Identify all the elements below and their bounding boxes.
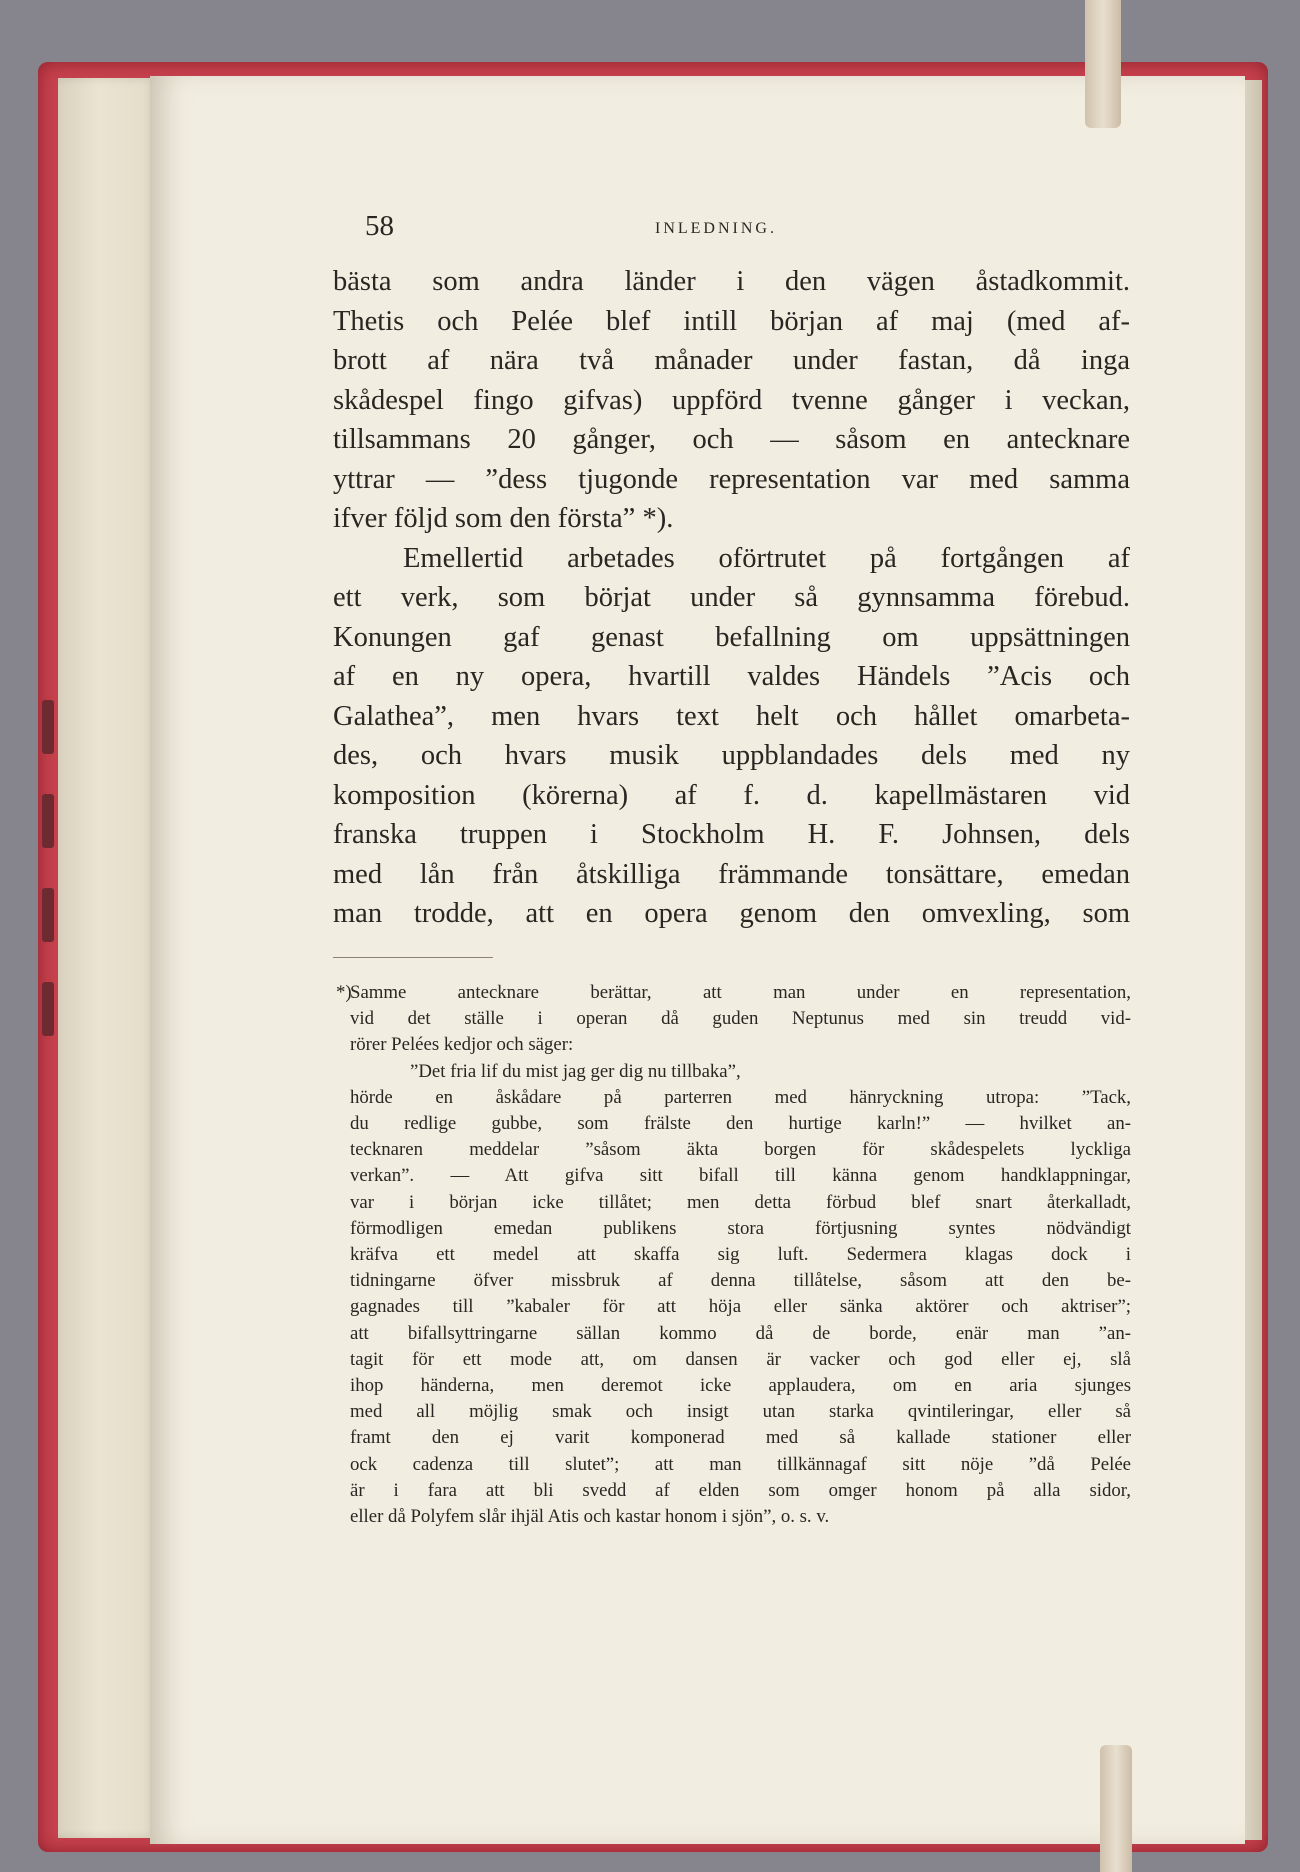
- text-line: komposition (körerna) af f. d. kapellmästaren vid: [333, 779, 1130, 811]
- footnote-line: kräfva ett medel att skaffa sig luft. Sedermera klagas dock i: [350, 1244, 1131, 1266]
- page-header: [365, 210, 1135, 250]
- footnote-line: verkan”. — Att gifva sitt bifall till känna genom handklappningar,: [350, 1165, 1131, 1187]
- footnote-line: ock cadenza till slutet”; att man tillkännagaf sitt nöje ”då Pelée: [350, 1453, 1131, 1475]
- footnote-line: Samme antecknare berättar, att man under en representation,: [350, 982, 1131, 1003]
- footnote-line: framt den ej varit komponerad med så kallade stationer eller: [350, 1427, 1131, 1449]
- body-text: [333, 262, 1130, 934]
- footnote-line: förmodligen emedan publikens stora förtjusning syntes nödvändigt: [350, 1217, 1131, 1239]
- text-line: tillsammans 20 gånger, och — såsom en antecknare: [333, 424, 1130, 455]
- footnote-line: är i fara att bli svedd af elden som omger honom på alla sidor,: [350, 1479, 1131, 1501]
- text-line: yttrar — ”dess tjugonde representation var med samma: [333, 463, 1130, 495]
- spine-binding: [42, 700, 56, 1076]
- text-line: brott af nära två månader under fastan, då inga: [333, 345, 1130, 376]
- footnote-line: gagnades till ”kabaler för att höja eller sänka aktörer och aktriser”;: [350, 1296, 1131, 1318]
- footnote-line: tidningarne öfver missbruk af denna tillåtelse, såsom att den be-: [350, 1270, 1131, 1292]
- footnote-line: tecknaren meddelar ”såsom äkta borgen för skådespelets lyckliga: [350, 1139, 1131, 1161]
- bookmark-ribbon-top: [1085, 0, 1121, 128]
- footnote-line: ihop händerna, men deremot icke applaudera, om en aria sjunges: [350, 1375, 1131, 1397]
- text-line: Thetis och Pelée blef intill början af maj (med af-: [333, 305, 1130, 337]
- text-line: des, och hvars musik uppblandades dels med ny: [333, 740, 1130, 771]
- footnote-line: vid det ställe i operan då guden Neptunus med sin treudd vid-: [350, 1008, 1131, 1030]
- text-line: franska truppen i Stockholm H. F. Johnsen, dels: [333, 819, 1130, 850]
- running-head: INLEDNING.: [655, 220, 777, 237]
- footnote-line: tagit för ett mode att, om dansen är vacker och god eller ej, slå: [350, 1348, 1131, 1370]
- text-line: skådespel fingo gifvas) uppförd tvenne gånger i veckan,: [333, 384, 1130, 416]
- page-number: 58: [365, 210, 394, 242]
- text-line: Emellertid arbetades oförtrutet på fortgången af: [403, 542, 1130, 574]
- text-line: Galathea”, men hvars text helt och hållet omarbeta-: [333, 700, 1130, 732]
- text-line: ett verk, som börjat under så gynnsamma förebud.: [333, 582, 1130, 613]
- text-line: man trodde, att en opera genom den omvexling, som: [333, 898, 1130, 929]
- text-line: Konungen gaf genast befallning om uppsättningen: [333, 621, 1130, 653]
- footnote-line: du redlige gubbe, som frälste den hurtige karln!” — hvilket an-: [350, 1113, 1131, 1135]
- bookmark-ribbon-bottom: [1100, 1745, 1132, 1872]
- footnote-line: hörde en åskådare på parterren med hänryckning utropa: ”Tack,: [350, 1086, 1131, 1108]
- footnote-rule: [333, 957, 493, 958]
- footnote-line: var i början icke tillåtet; men detta förbud blef snart återkalladt,: [350, 1191, 1131, 1213]
- right-page-edge: [1242, 80, 1262, 1840]
- footnote-line: rörer Pelées kedjor och säger:: [350, 1034, 574, 1056]
- footnote-marker: *): [336, 982, 352, 1003]
- text-line: ifver följd som den första” *).: [333, 503, 674, 534]
- footnote-quote-line: ”Det fria lif du mist jag ger dig nu tillbaka”,: [410, 1060, 741, 1082]
- footnote-line: att bifallsyttringarne sällan kommo då de borde, enär man ”an-: [350, 1322, 1131, 1344]
- footnote: [336, 980, 1131, 1530]
- text-line: bästa som andra länder i den vägen åstadkommit.: [333, 266, 1130, 297]
- text-line: med lån från åtskilliga främmande tonsättare, emedan: [333, 858, 1130, 890]
- text-line: af en ny opera, hvartill valdes Händels ”Acis och: [333, 661, 1130, 692]
- footnote-line: med all möjlig smak och insigt utan starka qvintileringar, eller så: [350, 1401, 1131, 1423]
- left-page-stack: [58, 78, 158, 1838]
- footnote-line: eller då Polyfem slår ihjäl Atis och kastar honom i sjön”, o. s. v.: [350, 1506, 830, 1528]
